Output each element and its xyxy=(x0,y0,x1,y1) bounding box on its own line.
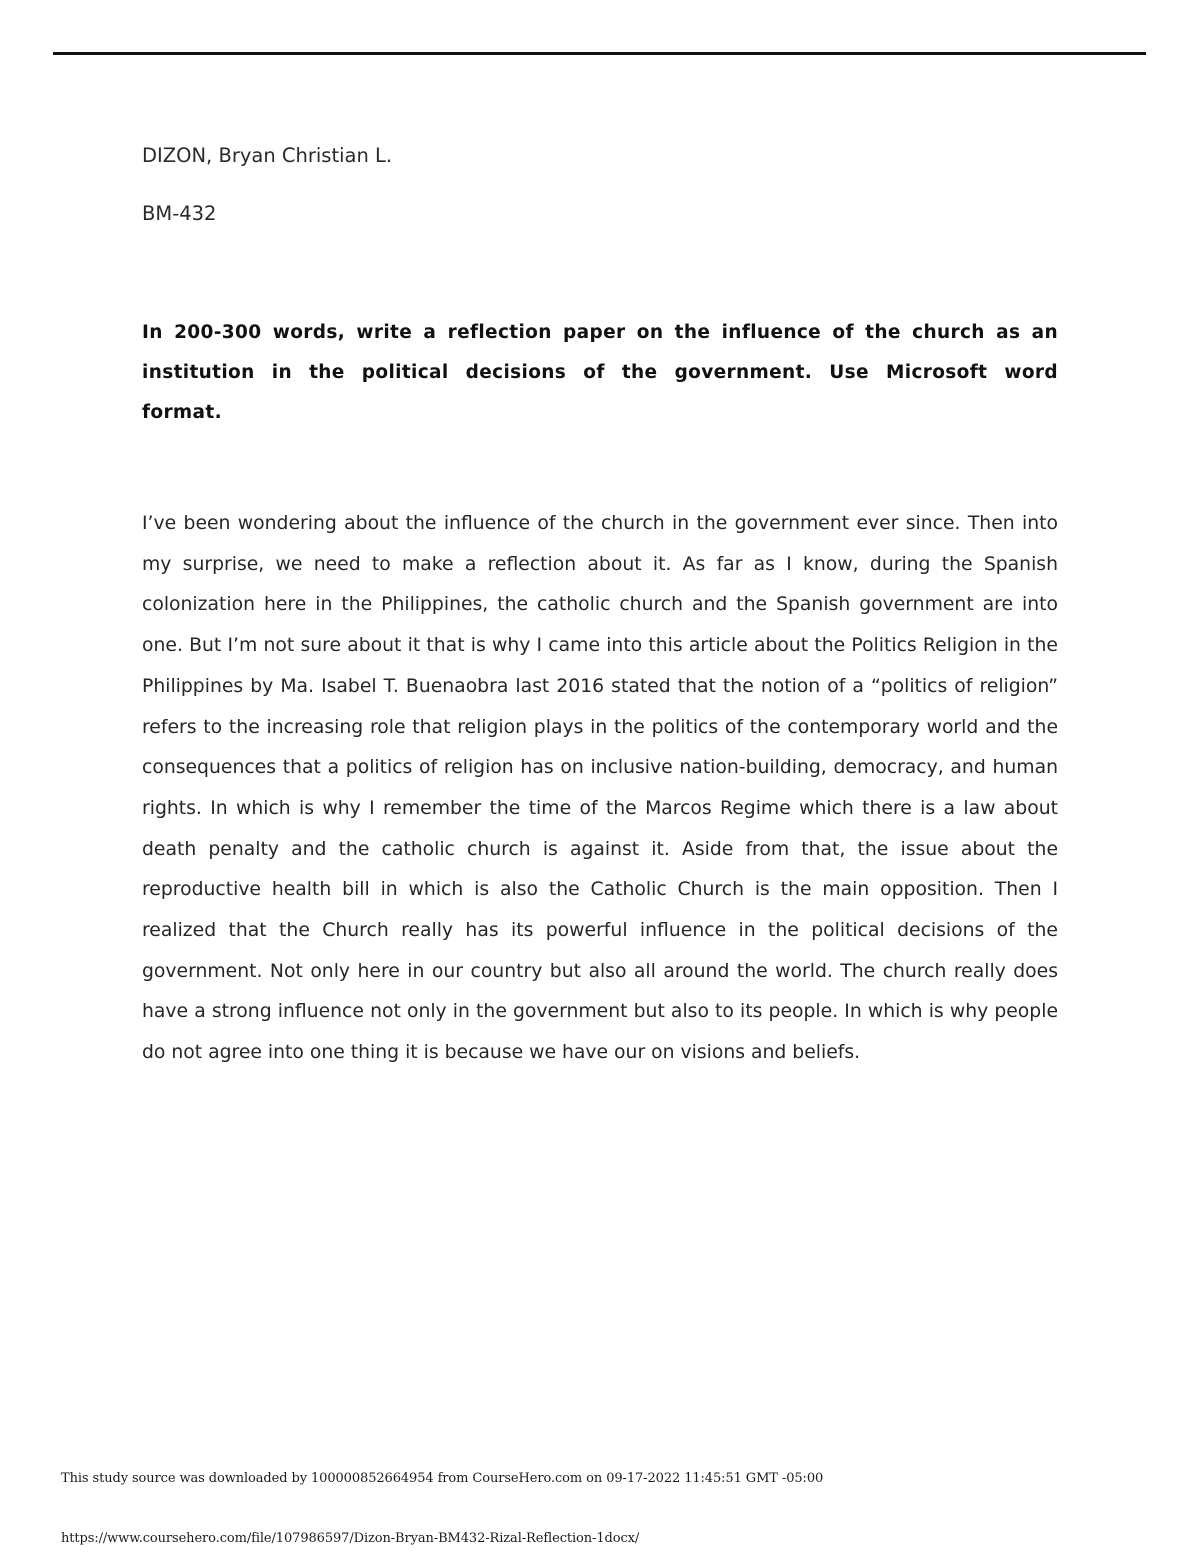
download-source-notice: This study source was downloaded by 100000852664954 from CourseHero.com on 09-17-2022 11:45:51 GMT -05:00 xyxy=(61,1471,824,1486)
section-code: BM-432 xyxy=(142,202,217,225)
student-name: DIZON, Bryan Christian L. xyxy=(142,144,393,167)
reflection-body: I’ve been wondering about the influence of the church in the government ever since. Then into my surprise, we need to make a reflection about it. As far as I know, during the Spanish colonization here in the Philippines, the catholic church and the Spanish government are into one. But I’m not sure about it that is why I came into this article about the Politics Religion in the Philippines by Ma. Isabel T. Buenaobra last 2016 stated that the notion of a “politics of religion” refers to the increasing role that religion plays in the politics of the contemporary world and the consequences that a politics of religion has on inclusive nation-building, democracy, and human rights. In which is why I remember the time of the Marcos Regime which there is a law about death penalty and the catholic church is against it. Aside from that, the issue about the reproductive health bill in which is also the Catholic Church is the main opposition. Then I realized that the Church really has its powerful influence in the political decisions of the government. Not only here in our country but also all around the world. The church really does have a strong influence not only in the government but also to its people. In which is why people do not agree into one thing it is because we have our on visions and beliefs. xyxy=(142,513,1058,1064)
top-horizontal-rule xyxy=(53,52,1146,55)
assignment-prompt: In 200-300 words, write a reflection paper on the influence of the church as an institution in the political decisions of the government. Use Microsoft word format. xyxy=(142,322,1058,423)
source-url[interactable]: https://www.coursehero.com/file/107986597/Dizon-Bryan-BM432-Rizal-Reflection-1docx/ xyxy=(61,1531,640,1546)
